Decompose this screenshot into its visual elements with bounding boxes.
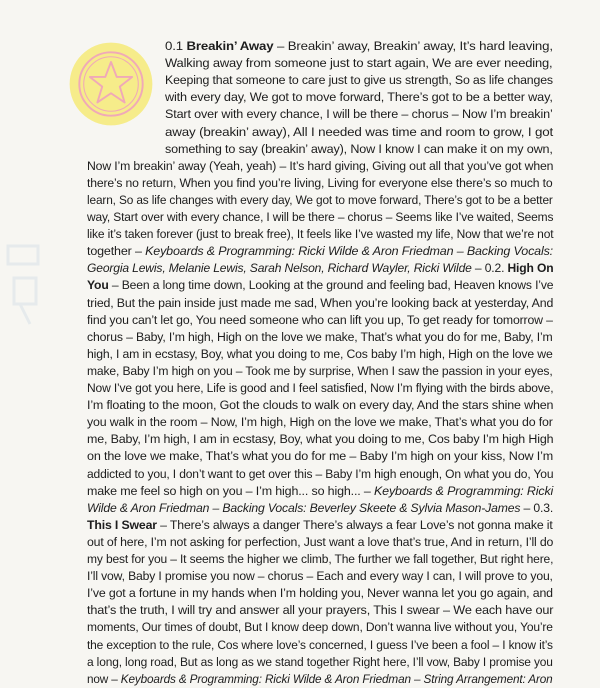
lyric-text: – There’s always a danger There’s always a fear Love’s not gonna make it: [156, 517, 553, 532]
star-badge-icon: [67, 40, 155, 128]
lyric-text: chorus – Baby, I’m high, High on the love we make, That’s what you do for me, Baby, I’m: [87, 329, 553, 344]
lyric-text: you walk in the room – Now, I’m high, High on the love we make, That’s what you do for: [87, 415, 553, 430]
text-line: [87, 295, 553, 312]
text-line: [87, 483, 553, 500]
song-title: You: [87, 278, 109, 293]
lyric-text: make, Baby I’m high on you – Took me by surprise, When I saw the passion in your eyes,: [87, 363, 553, 378]
lyric-text: on the love we make, That’s what you do for me – Baby I’m high on your kiss, Now I’m: [87, 449, 554, 464]
credit-text: Keyboards & Programming: Ricki Wilde & Aron Friedman – Backing Vocals:: [145, 244, 554, 259]
text-line: [165, 89, 553, 106]
text-line: [87, 363, 553, 380]
text-line: [87, 260, 553, 277]
lyric-text: 0.1: [165, 39, 187, 53]
lyric-text: moments, Our times of doubt, But I know deep down, Don’t wanna live without you, You’re: [87, 620, 553, 635]
lyric-text: the exception to the rule, Cos where love’s concerned, I guess I’ve been a fool – I know it’s: [87, 637, 553, 652]
text-line: [87, 414, 553, 431]
lyric-text: find you can’t let go, You need someone who can lift you up, To get ready for tomorrow –: [87, 312, 553, 327]
text-line: [87, 654, 553, 671]
lyric-text: now –: [87, 671, 121, 686]
lyric-text: addicted to you, I don’t want to get over this – Baby I’m high enough, On what you do, You: [87, 466, 554, 481]
text-line: [87, 517, 553, 534]
song-title: This I Swear: [87, 517, 157, 532]
song-title: Breakin’ Away: [186, 39, 274, 53]
credit-text: Keyboards & Programming: Ricki Wilde & Aron Friedman – String Arrangement: Aron: [120, 671, 553, 686]
text-line: [87, 500, 553, 517]
lyric-text: I’ve got a fortune in my hands when I’m holding you, Never wanna let you go again, and: [87, 586, 553, 601]
text-line: [87, 158, 553, 175]
lyric-text: – Been a long time down, Looking at the ground and feeling bad, Heaven knows I’ve: [108, 278, 554, 293]
lyric-text: high, I am in ecstasy, Boy, what you doing to me, Cos baby I’m high, High on the love we: [87, 346, 553, 361]
text-line: [165, 124, 553, 141]
credit-text: Georgia Lewis, Melanie Lewis, Sarah Nelson, Richard Wayler, Ricki Wilde: [87, 261, 472, 276]
lyric-text: there’s no return, When you find you’re living, Living for everyone else there’s so much to: [87, 175, 553, 190]
lyric-text: me, Baby, I’m high, I am in ecstasy, Boy, what you doing to me, Cos baby I’m high High: [87, 432, 554, 447]
text-line: [87, 431, 553, 448]
text-line: [165, 106, 553, 123]
lyric-text: I’ll vow, Baby I promise you now – chorus – Each and every way I can, I will prove to you,: [87, 569, 553, 584]
text-line: [87, 534, 553, 551]
text-line: [87, 209, 553, 226]
lyric-text: Now I’m breakin’ away (Yeah, yeah) – It’s hard giving, Giving out all that you’ve got when: [87, 158, 554, 173]
lyric-text: with every day, We got to move forward, There’s got to be a better way,: [165, 90, 553, 105]
lyric-text: way, Start over with every chance, I will be there – chorus – Seems like I’ve waited, Seems: [87, 210, 554, 224]
text-line: [87, 619, 553, 636]
text-line: [87, 312, 553, 329]
lyric-text: that’s the truth, I will try and answer all your prayers, This I swear – We each have our: [87, 603, 554, 618]
text-line: [87, 585, 553, 602]
credit-text: Wilde & Aron Friedman – Backing Vocals: Beverley Skeete & Sylvia Mason-James: [87, 500, 521, 515]
lyric-text: my best for you – It seems the higher we climb, The further we fall together, But right here,: [87, 552, 554, 566]
lyric-text: tried, But the pain inside just made me sad, When you’re looking back at yesterday, And: [87, 295, 554, 310]
text-line: [165, 55, 552, 72]
lyric-text: – 0.2.: [471, 261, 508, 276]
song-title: High On: [507, 261, 554, 276]
text-line: [87, 243, 553, 260]
lyric-text: Start over with every chance, I will be there – chorus – Now I’m breakin’: [165, 107, 553, 122]
text-line: [87, 277, 553, 294]
text-line: [87, 380, 553, 397]
lyric-text: together –: [87, 244, 146, 259]
lyric-text: make me feel so high on you – I’m high... so high... –: [87, 483, 375, 498]
text-line: [87, 602, 553, 619]
lyric-text: – Breakin’ away, Breakin’ away, It’s hard leaving,: [273, 39, 553, 53]
text-line: [87, 226, 553, 243]
lyric-text: – 0.3.: [520, 500, 554, 515]
credit-text: Keyboards & Programming: Ricki: [374, 483, 554, 498]
text-line: [165, 141, 553, 158]
text-line: [87, 397, 553, 414]
lyric-text: like it’s taken forever (just to break free), It feels like I’ve wasted my life, Now that we’re not: [87, 227, 554, 242]
text-line: [165, 38, 553, 55]
lyric-text: away (breakin’ away), All I needed was time and room to grow, I got: [165, 124, 554, 139]
lyric-text: something to say (breakin’ away), Now I know I can make it on my own,: [165, 141, 553, 156]
text-line: [87, 192, 553, 209]
text-line: [87, 637, 553, 654]
lyric-text: a long, long road, But as long as we stand together Right here, I’ll vow, Baby I promise you: [87, 654, 553, 669]
text-line: [87, 466, 553, 483]
text-line: [87, 175, 553, 192]
text-line: [87, 448, 553, 465]
text-line: [87, 329, 553, 346]
lyric-text: out of here, I’m not asking for perfection, Just want a love that’s true, And in return, I’ll do: [87, 534, 554, 549]
lyric-text: learn, So as life changes with every day, We got to move forward, There’s got to be a better: [87, 192, 553, 207]
lyric-text: I’m floating to the moon, Got the clouds to walk on every day, And the stars shine when: [87, 398, 554, 413]
lyric-text: Keeping that someone to care just to give us strength, So as life changes: [165, 73, 553, 88]
lyric-text: Now I’ve got you here, Life is good and I feel satisfied, Now I’m flying with the birds above,: [87, 381, 554, 395]
text-line: [87, 568, 553, 585]
lyric-text: Walking away from someone just to start again, We are ever needing,: [165, 56, 553, 71]
text-line: [87, 346, 553, 363]
text-line: [87, 551, 553, 568]
text-line: [87, 671, 553, 688]
text-line: [165, 72, 553, 89]
ghost-show-through-mark: [0, 240, 52, 330]
